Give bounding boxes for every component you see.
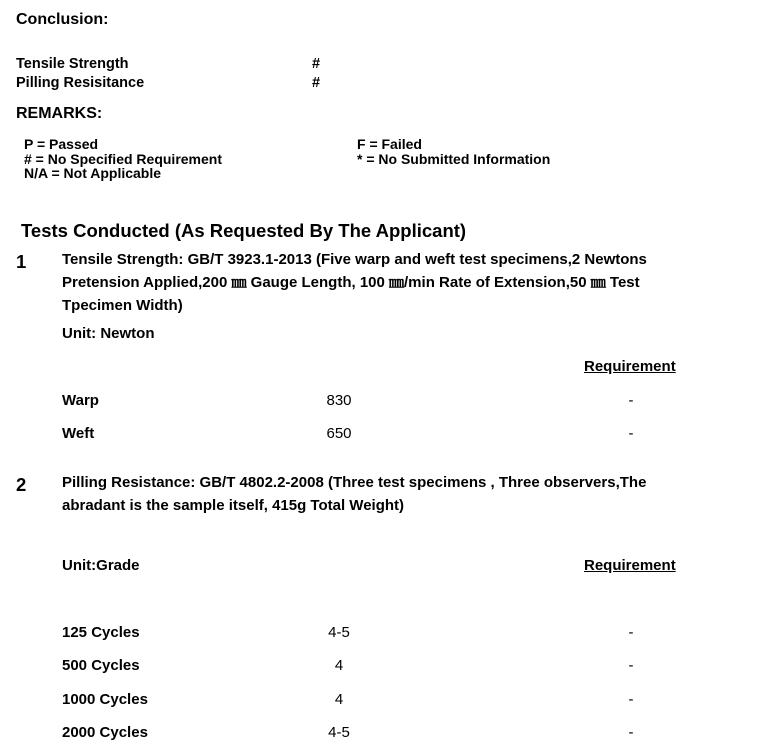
test2-row-1000-value: 4 xyxy=(334,691,344,708)
test2-row-500-value: 4 xyxy=(334,657,344,674)
tests-heading: Tests Conducted (As Requested By The Applicant) xyxy=(21,220,467,241)
test1-row-warp-value: 830 xyxy=(326,392,352,409)
test2-row-1000-label: 1000 Cycles xyxy=(62,691,148,708)
test1-row-warp-requirement: - xyxy=(628,392,634,409)
conclusion-label-pilling: Pilling Resisitance xyxy=(16,75,145,91)
test1-row-weft-label: Weft xyxy=(62,425,95,442)
test1-requirement-header: Requirement xyxy=(584,358,676,375)
test2-row-125-requirement: - xyxy=(628,624,634,641)
test1-number: 1 xyxy=(16,251,27,272)
test2-row-1000-requirement: - xyxy=(628,691,634,708)
test2-row-500-label: 500 Cycles xyxy=(62,657,140,674)
test2-unit: Unit:Grade xyxy=(62,557,140,574)
test2-number: 2 xyxy=(16,474,27,495)
test2-row-2000-requirement: - xyxy=(628,724,634,741)
test2-row-125-value: 4-5 xyxy=(328,624,350,641)
remark-no-requirement: # = No Specified Requirement xyxy=(24,151,222,167)
test1-row-weft-requirement: - xyxy=(628,425,634,442)
remarks-title: REMARKS: xyxy=(16,105,103,122)
conclusion-label-tensile: Tensile Strength xyxy=(16,56,129,72)
test2-row-500-requirement: - xyxy=(628,657,634,674)
conclusion-title: Conclusion: xyxy=(16,11,109,28)
conclusion-value-pilling: # xyxy=(312,75,321,91)
test2-row-125-label: 125 Cycles xyxy=(62,624,140,641)
test2-row-2000-value: 4-5 xyxy=(328,724,350,741)
test1-row-weft-value: 650 xyxy=(326,425,352,442)
test1-unit: Unit: Newton xyxy=(62,325,155,342)
test2-requirement-header: Requirement xyxy=(584,557,676,574)
conclusion-value-tensile: # xyxy=(312,56,321,72)
remark-failed: F = Failed xyxy=(357,136,422,152)
test2-description: Pilling Resistance: GB/T 4802.2-2008 (Three test specimens , Three observers,The abradant is the sample itself, 415g Total Weight) xyxy=(62,474,647,514)
remark-passed: P = Passed xyxy=(24,136,99,152)
test1-row-warp-label: Warp xyxy=(62,392,99,409)
remark-not-applicable: N/A = Not Applicable xyxy=(24,165,162,181)
test1-description: Tensile Strength: GB/T 3923.1-2013 (Five warp and weft test specimens,2 Newtons Pretension Applied,200 ㎜ Gauge Length, 100 ㎜/min Rate of Extension,50 ㎜ Test Tpecimen Width) xyxy=(62,251,647,314)
test2-row-2000-label: 2000 Cycles xyxy=(62,724,148,741)
remark-no-info: * = No Submitted Information xyxy=(357,151,551,167)
